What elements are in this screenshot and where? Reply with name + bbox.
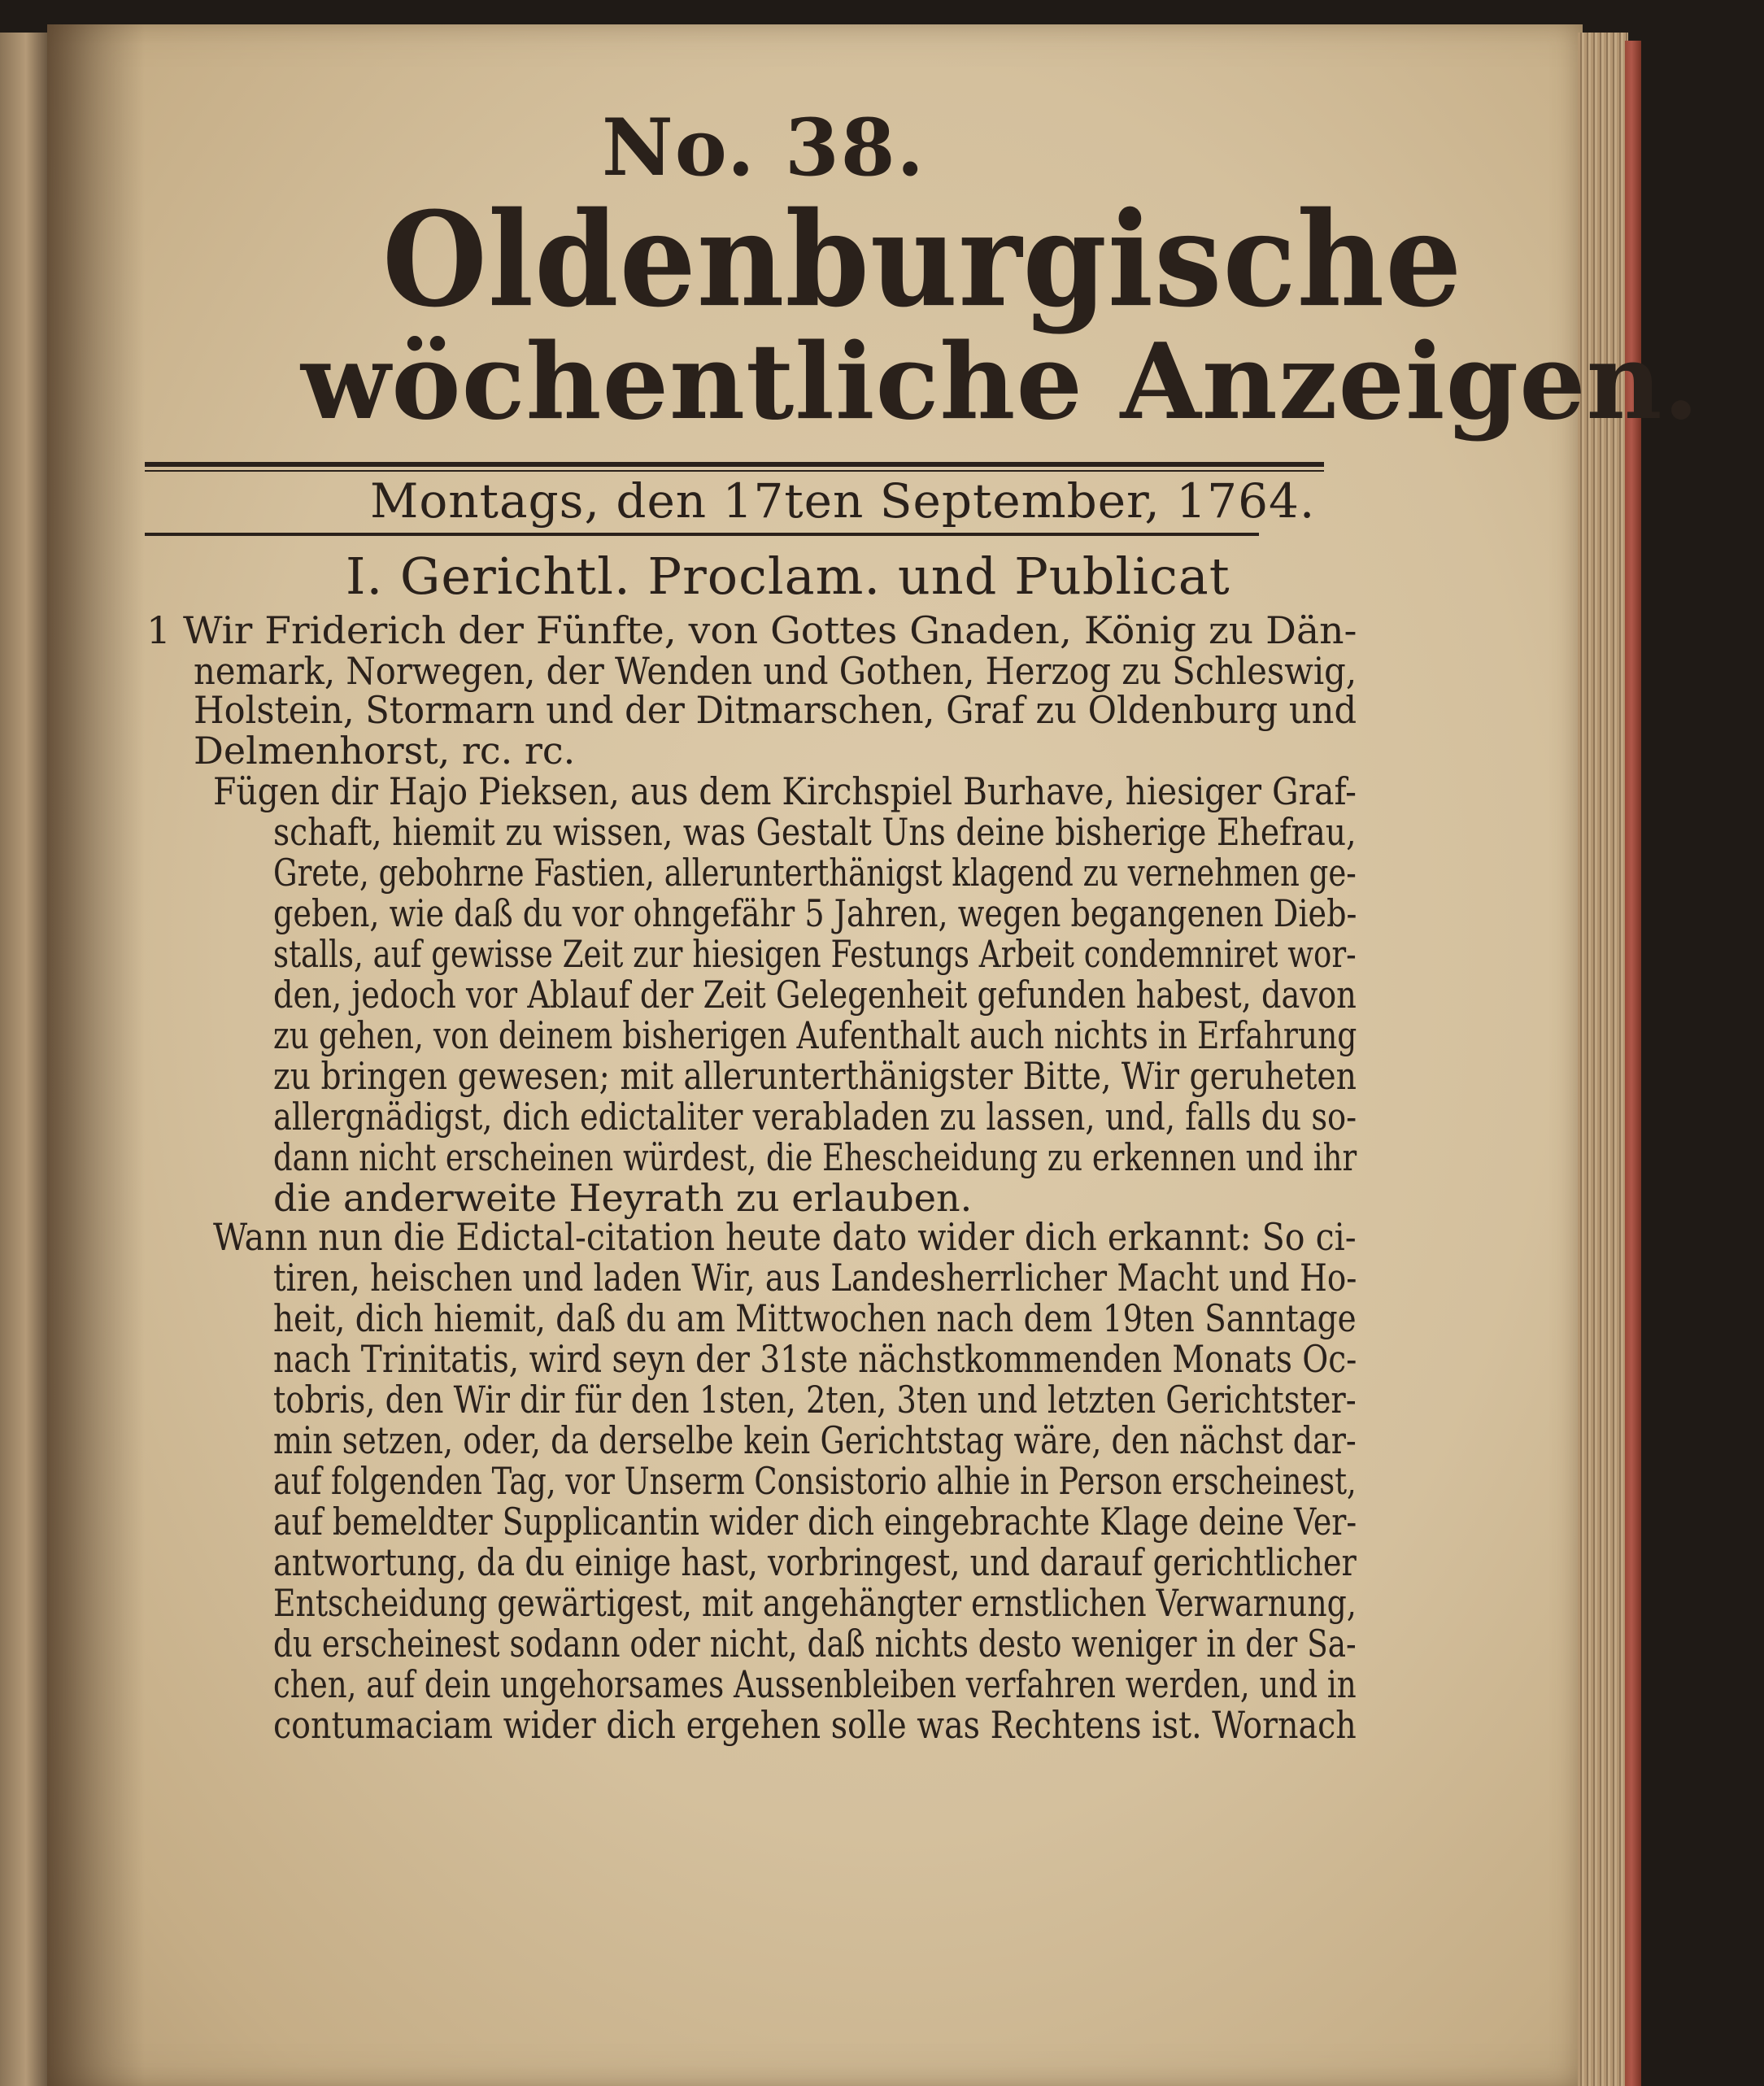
body-line: zu bringen gewesen; mit allerunterthänigster Bitte, Wir geruheten — [273, 1054, 1357, 1098]
body-line: Holstein, Stormarn und der Ditmarschen, Graf zu Oldenburg und — [194, 688, 1357, 732]
body-line: Delmenhorst, rc. rc. — [194, 729, 576, 773]
issue-number: No. 38. — [602, 102, 926, 194]
masthead-rule-top-thin — [145, 470, 1324, 472]
body-line: geben, wie daß du vor ohngefähr 5 Jahren, wegen begangenen Dieb- — [273, 891, 1357, 935]
body-line: schaft, hiemit zu wissen, was Gestalt Uns deine bisherige Ehefrau, — [273, 810, 1357, 854]
masthead-rule-top — [145, 462, 1324, 467]
body-line: zu gehen, von deinem bisherigen Aufenthalt auch nichts in Erfahrung — [273, 1013, 1357, 1057]
body-line: du erscheinest sodann oder nicht, daß nichts desto weniger in der Sa- — [273, 1622, 1357, 1666]
masthead-title-line2: wöchentliche Anzeigen. — [301, 321, 1701, 443]
body-line: min setzen, oder, da derselbe kein Gerichtstag wäre, den nächst dar- — [273, 1418, 1357, 1462]
body-line: auf folgenden Tag, vor Unserm Consistorio alhie in Person erscheinest, — [273, 1459, 1357, 1503]
issue-date: Montags, den 17ten September, 1764. — [370, 473, 1316, 529]
previous-page-edge — [0, 33, 47, 2086]
body-line: chen, auf dein ungehorsames Aussenbleiben verfahren werden, und in — [273, 1662, 1357, 1706]
body-line: den, jedoch vor Ablauf der Zeit Gelegenheit gefunden habest, davon — [273, 973, 1357, 1017]
body-line: nach Trinitatis, wird seyn der 31ste nächstkommenden Monats Oc- — [273, 1337, 1357, 1381]
body-line: stalls, auf gewisse Zeit zur hiesigen Festungs Arbeit condemniret wor- — [273, 932, 1357, 976]
body-line: contumaciam wider dich ergehen solle was Rechtens ist. Wornach — [273, 1703, 1357, 1747]
body-line: die anderweite Heyrath zu erlauben. — [273, 1176, 973, 1220]
body-line: dann nicht erscheinen würdest, die Ehescheidung zu erkennen und ihr — [273, 1135, 1357, 1179]
body-line: Grete, gebohrne Fastien, allerunterthänigst klagend zu vernehmen ge- — [273, 851, 1357, 895]
body-line: 1 Wir Friderich der Fünfte, von Gottes Gnaden, König zu Dän- — [146, 608, 1357, 652]
body-line: Fügen dir Hajo Pieksen, aus dem Kirchspiel Burhave, hiesiger Graf- — [213, 769, 1357, 813]
body-line: Wann nun die Edictal-citation heute dato wider dich erkannt: So ci- — [213, 1215, 1357, 1259]
body-line: allergnädigst, dich edictaliter verabladen zu lassen, und, falls du so- — [273, 1095, 1357, 1139]
section-heading: I. Gerichtl. Proclam. und Publicat — [346, 547, 1230, 606]
gutter-shadow — [47, 24, 145, 2086]
body-line: nemark, Norwegen, der Wenden und Gothen, Herzog zu Schleswig, — [194, 649, 1357, 693]
body-line: tiren, heischen und laden Wir, aus Landesherrlicher Macht und Ho- — [273, 1256, 1357, 1300]
masthead-rule-bottom — [145, 533, 1259, 536]
body-line: Entscheidung gewärtigest, mit angehängter ernstlichen Verwarnung, — [273, 1581, 1357, 1625]
body-line: auf bemeldter Supplicantin wider dich eingebrachte Klage deine Ver- — [273, 1500, 1357, 1544]
body-line: tobris, den Wir dir für den 1sten, 2ten, 3ten und letzten Gerichtster- — [273, 1378, 1357, 1422]
body-line: heit, dich hiemit, daß du am Mittwochen nach dem 19ten Sanntage — [273, 1296, 1357, 1340]
body-line: antwortung, da du einige hast, vorbringest, und darauf gerichtlicher — [273, 1540, 1357, 1584]
masthead-title-line1: Oldenburgische — [382, 183, 1463, 336]
